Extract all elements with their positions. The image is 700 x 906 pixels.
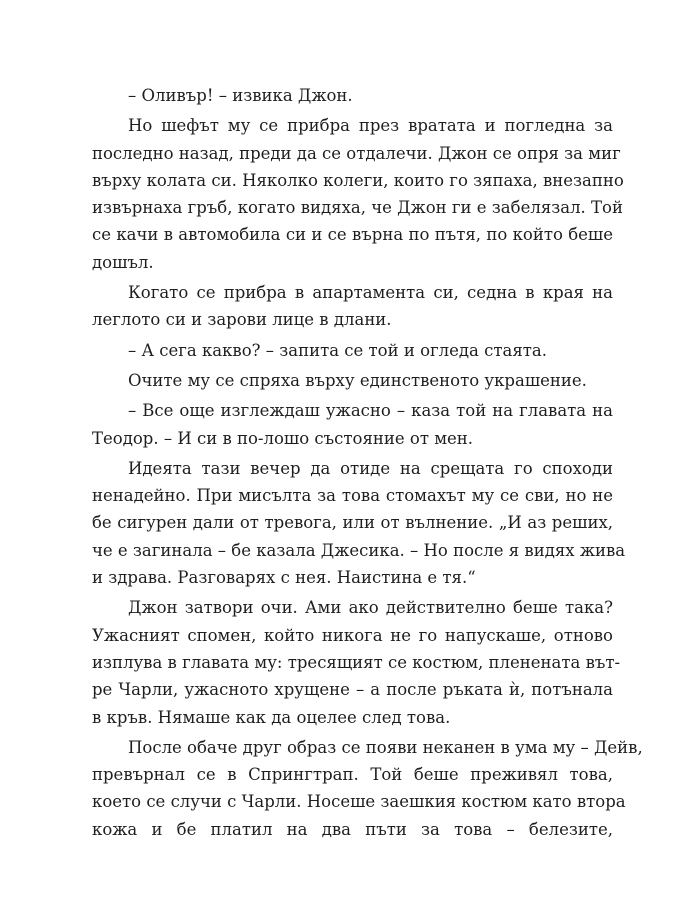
text-line: ре Чарли, ужасното хрущене – а после ръката ѝ, потънала	[92, 680, 613, 700]
text-line: кожа и бе платил на два пъти за това – белезите,	[92, 819, 613, 839]
text-line: Идеята тази вечер да отиде на срещата го споходи	[128, 458, 613, 478]
text-line: ненадейно. При мисълта за това стомахът му се сви, но не	[92, 486, 613, 506]
text-line: Ужасният спомен, който никога не го напускаше, отново	[92, 625, 613, 645]
text-line: – Все още изглеждаш ужасно – каза той на главата на	[128, 401, 613, 421]
text-line: че е загинала – бе казала Джесика. – Но после я видях жива	[92, 540, 626, 560]
paragraph	[92, 734, 643, 843]
text-line: се качи в автомобила си и се върна по пътя, по който беше	[92, 225, 613, 245]
text-line: последно назад, преди да се отдалечи. Джон се опря за миг	[92, 143, 621, 163]
text-line: върху колата си. Няколко колеги, които го зяпаха, внезапно	[92, 170, 624, 190]
text-line: изплува в главата му: тресящият се костюм, пленената вът-	[92, 652, 621, 672]
text-line: превърнал се в Спрингтрап. Той беше преживял това,	[92, 765, 613, 785]
text-line: После обаче друг образ се появи неканен в ума му – Дейв,	[128, 737, 643, 757]
paragraph	[92, 367, 613, 394]
text-line: Очите му се спряха върху единственото украшение.	[128, 370, 587, 390]
paragraph	[92, 279, 613, 334]
paragraph	[92, 397, 613, 452]
text-line: леглото си и зарови лице в длани.	[92, 310, 392, 330]
text-line: бе сигурен дали от тревога, или от вълнение. „И аз реших,	[92, 513, 613, 533]
text-line: в кръв. Нямаше как да оцелее след това.	[92, 707, 451, 727]
paragraph	[92, 82, 613, 109]
page-text	[92, 82, 643, 843]
paragraph	[92, 594, 621, 730]
text-line: и здрава. Разговарях с нея. Наистина е тя.“	[92, 568, 476, 588]
text-line: извърнаха гръб, когато видяха, че Джон ги е забелязал. Той	[92, 198, 623, 218]
text-line: – А сега какво? – запита се той и огледа стаята.	[128, 340, 547, 360]
text-line: Когато се прибра в апартамента си, седна в края на	[128, 283, 613, 303]
paragraph	[92, 337, 613, 364]
text-line: Джон затвори очи. Ами ако действително беше така?	[128, 598, 613, 618]
paragraph	[92, 112, 624, 276]
paragraph	[92, 455, 626, 591]
text-line: Но шефът му се прибра през вратата и погледна за	[128, 116, 613, 136]
text-line: Теодор. – И си в по-лошо състояние от мен.	[92, 428, 474, 448]
text-line: – Оливър! – извика Джон.	[128, 86, 353, 105]
text-line: което се случи с Чарли. Носеше заешкия костюм като втора	[92, 792, 626, 812]
text-line: дошъл.	[92, 252, 154, 272]
